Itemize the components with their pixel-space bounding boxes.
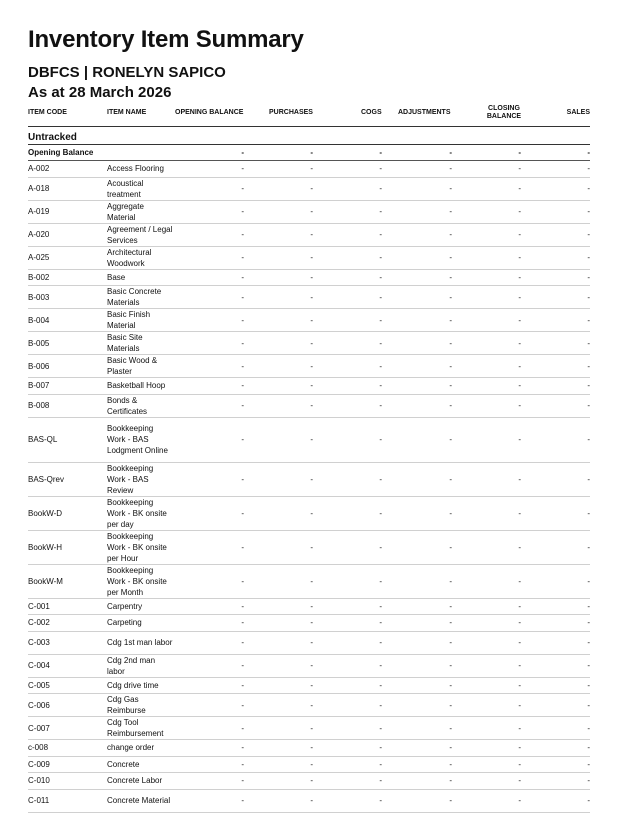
- table-row: [28, 717, 590, 740]
- item-value: -: [587, 361, 590, 371]
- item-value: -: [518, 435, 521, 444]
- item-value: -: [310, 576, 313, 586]
- item-value: -: [449, 207, 452, 216]
- item-value: -: [449, 601, 452, 611]
- item-value: -: [518, 661, 521, 670]
- item-value: -: [379, 361, 382, 371]
- item-value: -: [518, 601, 521, 611]
- report-date: As at 28 March 2026: [28, 84, 172, 101]
- item-value: -: [449, 618, 452, 628]
- item-value: -: [379, 338, 382, 348]
- item-value: -: [449, 723, 452, 733]
- item-value: -: [241, 700, 244, 710]
- item-value: -: [379, 680, 382, 690]
- item-value: -: [310, 638, 313, 647]
- item-name: Bookkeeping Work - BK onsite per day: [107, 497, 167, 529]
- item-value: -: [379, 700, 382, 710]
- item-value: -: [310, 292, 313, 302]
- table-row: [28, 757, 590, 774]
- item-value: -: [449, 796, 452, 805]
- item-value: -: [310, 601, 313, 611]
- table-row: [28, 531, 590, 565]
- item-value: -: [587, 338, 590, 348]
- table-row: [28, 694, 590, 717]
- item-value: -: [449, 338, 452, 348]
- opening-balance-label: Opening Balance: [28, 148, 94, 157]
- col-item-name: ITEM NAME: [107, 109, 147, 116]
- item-value: -: [587, 435, 590, 444]
- item-name: Basketball Hoop: [107, 381, 166, 391]
- item-value: -: [449, 759, 452, 769]
- table-row: [28, 615, 590, 632]
- item-value: -: [310, 474, 313, 484]
- item-value: -: [518, 700, 521, 710]
- item-value: -: [449, 401, 452, 410]
- item-name: Cdg drive time: [107, 680, 159, 690]
- item-value: -: [379, 207, 382, 216]
- table-row: [28, 355, 590, 378]
- item-code: C-009: [28, 759, 50, 769]
- item-name: Cdg Tool Reimbursement: [107, 718, 164, 738]
- item-value: -: [310, 759, 313, 769]
- item-value: -: [379, 508, 382, 518]
- item-value: -: [241, 435, 244, 444]
- item-value: -: [518, 576, 521, 586]
- table-row: [28, 309, 590, 332]
- table-row: [28, 497, 590, 531]
- item-value: -: [518, 743, 521, 753]
- table-row: [28, 224, 590, 247]
- item-code: B-003: [28, 292, 50, 302]
- item-name: Concrete Material: [107, 796, 171, 805]
- item-value: -: [449, 700, 452, 710]
- item-value: -: [449, 315, 452, 325]
- col-closing-balance: CLOSING BALANCE: [486, 105, 522, 120]
- item-code: A-018: [28, 184, 50, 193]
- item-value: -: [241, 164, 244, 174]
- item-value: -: [587, 723, 590, 733]
- item-value: -: [241, 338, 244, 348]
- col-purchases: PURCHASES: [269, 109, 313, 116]
- table-row: [28, 655, 590, 678]
- item-value: -: [241, 230, 244, 239]
- table-row: [28, 773, 590, 790]
- item-value: -: [241, 401, 244, 410]
- item-name: Basic Concrete Materials: [107, 287, 162, 307]
- item-value: -: [241, 638, 244, 647]
- item-value: -: [518, 361, 521, 371]
- item-name: Aggregate Material: [107, 201, 144, 222]
- item-name: Basic Site Materials: [107, 333, 143, 353]
- item-code: A-019: [28, 207, 50, 216]
- item-value: -: [518, 292, 521, 302]
- item-value: -: [518, 164, 521, 174]
- item-name: Access Flooring: [107, 164, 164, 174]
- item-name: Bookkeeping Work - BAS Lodgment Online: [107, 424, 168, 455]
- item-value: -: [379, 474, 382, 484]
- table-row: [28, 740, 590, 757]
- item-code: C-001: [28, 601, 50, 611]
- item-value: -: [449, 474, 452, 484]
- item-code: C-006: [28, 700, 50, 710]
- item-value: -: [310, 661, 313, 670]
- table-row: [28, 678, 590, 695]
- opening-value: -: [241, 148, 244, 157]
- item-value: -: [587, 700, 590, 710]
- item-value: -: [587, 207, 590, 216]
- table-row: [28, 247, 590, 270]
- item-value: -: [587, 661, 590, 670]
- col-cogs: COGS: [361, 109, 382, 116]
- table-row: [28, 286, 590, 309]
- item-value: -: [587, 576, 590, 586]
- item-value: -: [310, 315, 313, 325]
- item-value: -: [518, 338, 521, 348]
- table-row: [28, 632, 590, 655]
- item-code: C-003: [28, 638, 50, 647]
- organisation-name: DBFCS | RONELYN SAPICO: [28, 64, 226, 81]
- opening-value: -: [449, 148, 452, 157]
- item-value: -: [518, 230, 521, 239]
- item-value: -: [379, 759, 382, 769]
- opening-value: -: [587, 148, 590, 157]
- item-value: -: [310, 435, 313, 444]
- item-value: -: [310, 680, 313, 690]
- item-value: -: [310, 743, 313, 753]
- item-code: C-005: [28, 680, 50, 690]
- item-value: -: [379, 618, 382, 628]
- item-value: -: [241, 272, 244, 282]
- item-value: -: [241, 361, 244, 371]
- table-row: [28, 201, 590, 224]
- col-sales: SALES: [566, 109, 590, 116]
- table-row: [28, 565, 590, 599]
- item-value: -: [310, 796, 313, 805]
- item-value: -: [587, 474, 590, 484]
- item-value: -: [310, 776, 313, 786]
- item-value: -: [518, 508, 521, 518]
- item-value: -: [241, 474, 244, 484]
- item-name: Architectural Woodwork: [107, 247, 152, 268]
- item-value: -: [587, 759, 590, 769]
- item-value: -: [241, 381, 244, 391]
- item-value: -: [379, 184, 382, 193]
- item-code: BookW-M: [28, 576, 63, 586]
- item-name: Basic Wood & Plaster: [107, 356, 158, 376]
- item-name: Bonds & Certificates: [107, 395, 148, 416]
- table-row: [28, 270, 590, 287]
- item-value: -: [587, 601, 590, 611]
- item-value: -: [379, 638, 382, 647]
- item-value: -: [310, 361, 313, 371]
- item-value: -: [518, 401, 521, 410]
- item-value: -: [310, 723, 313, 733]
- item-value: -: [587, 164, 590, 174]
- item-value: -: [449, 508, 452, 518]
- item-value: -: [310, 207, 313, 216]
- item-value: -: [379, 401, 382, 410]
- item-name: Cdg 1st man labor: [107, 638, 173, 647]
- item-value: -: [449, 164, 452, 174]
- item-value: -: [518, 184, 521, 193]
- item-value: -: [587, 292, 590, 302]
- item-value: -: [241, 253, 244, 262]
- item-value: -: [241, 315, 244, 325]
- column-headers: [28, 102, 590, 124]
- item-code: B-004: [28, 315, 50, 325]
- item-value: -: [449, 253, 452, 262]
- item-value: -: [587, 230, 590, 239]
- item-name: Bookkeeping Work - BAS Review: [107, 463, 154, 495]
- item-value: -: [587, 542, 590, 552]
- item-code: C-002: [28, 618, 50, 628]
- item-value: -: [518, 680, 521, 690]
- item-name: Carpeting: [107, 618, 142, 628]
- item-value: -: [241, 601, 244, 611]
- item-code: C-007: [28, 723, 50, 733]
- item-value: -: [379, 272, 382, 282]
- item-value: -: [241, 207, 244, 216]
- item-value: -: [379, 164, 382, 174]
- col-item-code: ITEM CODE: [28, 109, 67, 116]
- item-value: -: [587, 618, 590, 628]
- section-heading: Untracked: [28, 127, 590, 145]
- item-value: -: [587, 381, 590, 391]
- opening-balance-row: [28, 145, 590, 161]
- item-value: -: [379, 315, 382, 325]
- item-name: Bookkeeping Work - BK onsite per Month: [107, 565, 167, 597]
- item-value: -: [587, 184, 590, 193]
- item-code: BookW-D: [28, 508, 63, 518]
- item-code: A-002: [28, 164, 50, 174]
- item-value: -: [587, 680, 590, 690]
- table-row: [28, 418, 590, 463]
- report-title: Inventory Item Summary: [28, 26, 304, 53]
- item-value: -: [449, 361, 452, 371]
- item-name: Concrete Labor: [107, 776, 163, 786]
- item-value: -: [241, 680, 244, 690]
- item-value: -: [518, 315, 521, 325]
- item-value: -: [379, 601, 382, 611]
- item-value: -: [518, 207, 521, 216]
- item-value: -: [241, 759, 244, 769]
- item-value: -: [379, 723, 382, 733]
- item-value: -: [587, 776, 590, 786]
- item-name: change order: [107, 743, 155, 753]
- item-name: Bookkeeping Work - BK onsite per Hour: [107, 531, 167, 563]
- item-code: BookW-H: [28, 542, 63, 552]
- item-value: -: [587, 315, 590, 325]
- item-value: -: [310, 164, 313, 174]
- table-row: [28, 161, 590, 178]
- item-value: -: [241, 661, 244, 670]
- item-code: C-004: [28, 661, 50, 670]
- item-value: -: [241, 292, 244, 302]
- item-value: -: [379, 435, 382, 444]
- item-value: -: [518, 542, 521, 552]
- inventory-table: [28, 126, 590, 813]
- item-value: -: [310, 230, 313, 239]
- table-row: [28, 463, 590, 497]
- item-value: -: [518, 272, 521, 282]
- item-value: -: [518, 759, 521, 769]
- item-name: Base: [107, 272, 126, 282]
- item-code: C-011: [28, 796, 50, 805]
- item-code: B-002: [28, 272, 50, 282]
- table-row: [28, 332, 590, 355]
- item-value: -: [379, 796, 382, 805]
- item-value: -: [518, 253, 521, 262]
- item-value: -: [241, 723, 244, 733]
- item-value: -: [310, 381, 313, 391]
- item-name: Cdg Gas Reimburse: [107, 695, 146, 715]
- item-value: -: [518, 638, 521, 647]
- item-code: B-006: [28, 361, 50, 371]
- opening-value: -: [310, 148, 313, 157]
- item-value: -: [379, 253, 382, 262]
- item-value: -: [518, 618, 521, 628]
- item-value: -: [449, 272, 452, 282]
- item-value: -: [449, 292, 452, 302]
- table-row: [28, 790, 590, 813]
- item-value: -: [449, 576, 452, 586]
- col-adjustments: ADJUSTMENTS: [398, 109, 451, 116]
- item-value: -: [310, 184, 313, 193]
- item-code: B-005: [28, 338, 50, 348]
- item-name: Concrete: [107, 759, 140, 769]
- item-value: -: [449, 230, 452, 239]
- item-value: -: [241, 776, 244, 786]
- item-value: -: [241, 542, 244, 552]
- item-name: Agreement / Legal Services: [107, 224, 173, 245]
- item-value: -: [310, 508, 313, 518]
- item-value: -: [379, 381, 382, 391]
- item-value: -: [587, 508, 590, 518]
- item-value: -: [587, 272, 590, 282]
- item-value: -: [518, 796, 521, 805]
- item-value: -: [518, 776, 521, 786]
- item-name: Cdg 2nd man labor: [107, 655, 156, 676]
- item-value: -: [587, 796, 590, 805]
- item-value: -: [310, 401, 313, 410]
- item-rows: [28, 161, 590, 813]
- item-value: -: [379, 576, 382, 586]
- item-code: BAS-QL: [28, 435, 58, 444]
- item-value: -: [310, 542, 313, 552]
- item-value: -: [241, 184, 244, 193]
- item-value: -: [241, 743, 244, 753]
- item-value: -: [518, 381, 521, 391]
- item-value: -: [379, 230, 382, 239]
- item-value: -: [449, 776, 452, 786]
- item-value: -: [449, 381, 452, 391]
- item-name: Carpentry: [107, 601, 143, 611]
- table-row: [28, 599, 590, 616]
- item-value: -: [379, 542, 382, 552]
- item-value: -: [241, 796, 244, 805]
- item-value: -: [518, 723, 521, 733]
- item-value: -: [449, 638, 452, 647]
- item-code: B-008: [28, 401, 50, 410]
- item-value: -: [449, 680, 452, 690]
- item-value: -: [310, 618, 313, 628]
- item-value: -: [587, 743, 590, 753]
- item-value: -: [310, 700, 313, 710]
- item-value: -: [379, 661, 382, 670]
- opening-value: -: [518, 148, 521, 157]
- item-code: A-025: [28, 253, 50, 262]
- table-row: [28, 178, 590, 201]
- item-code: BAS-Qrev: [28, 474, 65, 484]
- item-value: -: [241, 618, 244, 628]
- opening-value: -: [379, 148, 382, 157]
- item-value: -: [241, 576, 244, 586]
- item-value: -: [379, 776, 382, 786]
- item-value: -: [518, 474, 521, 484]
- item-value: -: [449, 435, 452, 444]
- item-name: Basic Finish Material: [107, 310, 151, 330]
- item-value: -: [449, 542, 452, 552]
- item-code: c-008: [28, 743, 49, 753]
- item-value: -: [587, 253, 590, 262]
- item-code: C-010: [28, 776, 50, 786]
- item-value: -: [241, 508, 244, 518]
- item-value: -: [587, 401, 590, 410]
- item-name: Acoustical treatment: [107, 178, 144, 199]
- item-value: -: [379, 292, 382, 302]
- item-code: A-020: [28, 230, 50, 239]
- table-row: [28, 378, 590, 395]
- item-value: -: [310, 253, 313, 262]
- item-value: -: [587, 638, 590, 647]
- item-value: -: [379, 743, 382, 753]
- col-opening-balance: OPENING BALANCE: [175, 109, 244, 116]
- item-value: -: [449, 184, 452, 193]
- item-value: -: [449, 661, 452, 670]
- item-code: B-007: [28, 381, 50, 391]
- item-value: -: [310, 338, 313, 348]
- table-row: [28, 395, 590, 418]
- item-value: -: [310, 272, 313, 282]
- item-value: -: [449, 743, 452, 753]
